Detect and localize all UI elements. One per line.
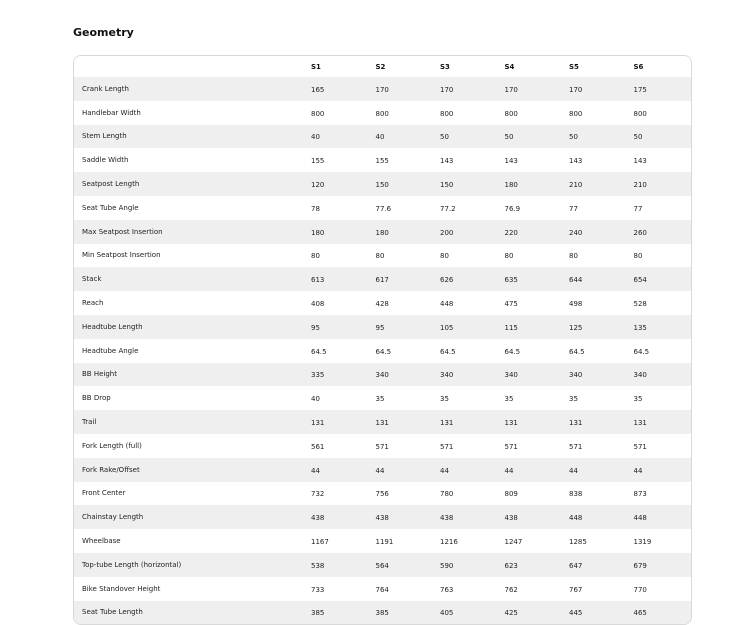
table-cell-s6: 64.5	[627, 339, 692, 363]
table-row	[74, 553, 691, 577]
table-row	[74, 505, 691, 529]
table-row	[74, 172, 691, 196]
table-cell-s1: 78	[304, 196, 369, 220]
table-cell-s3: 131	[433, 410, 498, 434]
table-cell-s6: 528	[627, 291, 692, 315]
table-cell-s1: 733	[304, 577, 369, 601]
table-row	[74, 363, 691, 387]
table-cell-s1: 438	[304, 505, 369, 529]
table-cell-s2: 428	[369, 291, 434, 315]
table-cell-s2: 131	[369, 410, 434, 434]
table-cell-s2: 80	[369, 244, 434, 268]
table-row	[74, 410, 691, 434]
column-header-s6: S6	[627, 56, 692, 77]
table-cell-s5: 838	[562, 482, 627, 506]
table-row	[74, 148, 691, 172]
table-cell-s5: 80	[562, 244, 627, 268]
table-cell-s4: 438	[498, 505, 563, 529]
table-cell-s1: 1167	[304, 529, 369, 553]
table-cell-s1: 44	[304, 458, 369, 482]
table-cell-s6: 135	[627, 315, 692, 339]
table-cell-s3: 626	[433, 267, 498, 291]
table-row	[74, 196, 691, 220]
row-label: Chainstay Length	[74, 505, 304, 529]
table-cell-s5: 1285	[562, 529, 627, 553]
table-cell-s4: 475	[498, 291, 563, 315]
table-cell-s4: 64.5	[498, 339, 563, 363]
table-cell-s2: 77.6	[369, 196, 434, 220]
table-cell-s5: 445	[562, 601, 627, 625]
row-label: Fork Rake/Offset	[74, 458, 304, 482]
table-cell-s2: 155	[369, 148, 434, 172]
table-cell-s4: 809	[498, 482, 563, 506]
row-label: Crank Length	[74, 77, 304, 101]
table-cell-s4: 143	[498, 148, 563, 172]
table-cell-s2: 617	[369, 267, 434, 291]
table-cell-s1: 385	[304, 601, 369, 625]
table-cell-s1: 408	[304, 291, 369, 315]
table-cell-s2: 40	[369, 125, 434, 149]
table-cell-s5: 448	[562, 505, 627, 529]
row-label: Stack	[74, 267, 304, 291]
table-cell-s3: 448	[433, 291, 498, 315]
table-cell-s5: 644	[562, 267, 627, 291]
table-cell-s2: 64.5	[369, 339, 434, 363]
table-cell-s2: 438	[369, 505, 434, 529]
row-label: Wheelbase	[74, 529, 304, 553]
table-cell-s6: 44	[627, 458, 692, 482]
table-cell-s4: 425	[498, 601, 563, 625]
row-label: Seat Tube Angle	[74, 196, 304, 220]
table-cell-s4: 635	[498, 267, 563, 291]
table-cell-s6: 175	[627, 77, 692, 101]
row-label: Trail	[74, 410, 304, 434]
table-cell-s4: 115	[498, 315, 563, 339]
row-label: BB Drop	[74, 386, 304, 410]
table-cell-s2: 95	[369, 315, 434, 339]
table-cell-s2: 340	[369, 363, 434, 387]
row-label: Min Seatpost Insertion	[74, 244, 304, 268]
table-cell-s5: 131	[562, 410, 627, 434]
row-label: Saddle Width	[74, 148, 304, 172]
table-cell-s6: 770	[627, 577, 692, 601]
table-cell-s4: 170	[498, 77, 563, 101]
table-cell-s2: 150	[369, 172, 434, 196]
table-cell-s3: 405	[433, 601, 498, 625]
row-label: Seat Tube Length	[74, 601, 304, 625]
table-cell-s6: 77	[627, 196, 692, 220]
table-cell-s6: 210	[627, 172, 692, 196]
table-cell-s2: 385	[369, 601, 434, 625]
table-cell-s5: 571	[562, 434, 627, 458]
table-cell-s2: 180	[369, 220, 434, 244]
table-row	[74, 291, 691, 315]
table-cell-s5: 64.5	[562, 339, 627, 363]
table-cell-s6: 465	[627, 601, 692, 625]
table-cell-s3: 170	[433, 77, 498, 101]
table-body	[74, 77, 691, 624]
table-cell-s5: 170	[562, 77, 627, 101]
row-label: Headtube Angle	[74, 339, 304, 363]
table-cell-s4: 340	[498, 363, 563, 387]
table-cell-s1: 180	[304, 220, 369, 244]
table-cell-s1: 40	[304, 125, 369, 149]
table-cell-s6: 143	[627, 148, 692, 172]
table-cell-s2: 564	[369, 553, 434, 577]
table-cell-s4: 80	[498, 244, 563, 268]
table-row	[74, 244, 691, 268]
table-cell-s2: 571	[369, 434, 434, 458]
table-row	[74, 101, 691, 125]
table-cell-s3: 35	[433, 386, 498, 410]
table-cell-s5: 498	[562, 291, 627, 315]
table-cell-s5: 125	[562, 315, 627, 339]
table-cell-s2: 764	[369, 577, 434, 601]
column-header-s3: S3	[433, 56, 498, 77]
table-cell-s3: 763	[433, 577, 498, 601]
table-cell-s1: 131	[304, 410, 369, 434]
table-cell-s3: 80	[433, 244, 498, 268]
table-cell-s6: 1319	[627, 529, 692, 553]
table-cell-s4: 44	[498, 458, 563, 482]
table-cell-s5: 50	[562, 125, 627, 149]
table-cell-s4: 623	[498, 553, 563, 577]
table-cell-s5: 340	[562, 363, 627, 387]
table-cell-s5: 143	[562, 148, 627, 172]
row-label: Stem Length	[74, 125, 304, 149]
table-cell-s5: 44	[562, 458, 627, 482]
column-header-s1: S1	[304, 56, 369, 77]
table-row	[74, 577, 691, 601]
table-cell-s6: 448	[627, 505, 692, 529]
table-row	[74, 529, 691, 553]
row-label: BB Height	[74, 363, 304, 387]
table-cell-s6: 679	[627, 553, 692, 577]
geometry-table	[74, 56, 691, 624]
table-cell-s1: 165	[304, 77, 369, 101]
table-cell-s4: 571	[498, 434, 563, 458]
table-cell-s2: 35	[369, 386, 434, 410]
row-label: Reach	[74, 291, 304, 315]
table-cell-s1: 335	[304, 363, 369, 387]
table-cell-s6: 340	[627, 363, 692, 387]
table-cell-s6: 35	[627, 386, 692, 410]
table-cell-s3: 77.2	[433, 196, 498, 220]
table-cell-s3: 571	[433, 434, 498, 458]
table-cell-s3: 150	[433, 172, 498, 196]
table-cell-s1: 95	[304, 315, 369, 339]
table-row	[74, 315, 691, 339]
table-row	[74, 601, 691, 625]
table-cell-s4: 762	[498, 577, 563, 601]
table-cell-s5: 210	[562, 172, 627, 196]
table-cell-s6: 80	[627, 244, 692, 268]
table-cell-s6: 131	[627, 410, 692, 434]
table-cell-s1: 561	[304, 434, 369, 458]
table-cell-s5: 35	[562, 386, 627, 410]
row-label: Fork Length (full)	[74, 434, 304, 458]
table-row	[74, 267, 691, 291]
table-cell-s6: 571	[627, 434, 692, 458]
table-cell-s3: 64.5	[433, 339, 498, 363]
table-cell-s6: 654	[627, 267, 692, 291]
table-row	[74, 434, 691, 458]
table-cell-s6: 800	[627, 101, 692, 125]
table-row	[74, 458, 691, 482]
table-cell-s3: 1216	[433, 529, 498, 553]
table-cell-s6: 260	[627, 220, 692, 244]
row-label: Headtube Length	[74, 315, 304, 339]
table-cell-s1: 80	[304, 244, 369, 268]
row-label: Front Center	[74, 482, 304, 506]
table-cell-s3: 105	[433, 315, 498, 339]
column-header-s2: S2	[369, 56, 434, 77]
table-cell-s3: 200	[433, 220, 498, 244]
table-cell-s3: 780	[433, 482, 498, 506]
table-cell-s5: 767	[562, 577, 627, 601]
row-label: Bike Standover Height	[74, 577, 304, 601]
table-cell-s3: 800	[433, 101, 498, 125]
table-cell-s4: 800	[498, 101, 563, 125]
table-cell-s5: 647	[562, 553, 627, 577]
table-cell-s5: 240	[562, 220, 627, 244]
table-cell-s5: 77	[562, 196, 627, 220]
column-header-label	[74, 56, 304, 77]
table-cell-s4: 220	[498, 220, 563, 244]
table-cell-s4: 35	[498, 386, 563, 410]
table-row	[74, 125, 691, 149]
row-label: Max Seatpost Insertion	[74, 220, 304, 244]
table-cell-s4: 76.9	[498, 196, 563, 220]
table-cell-s2: 170	[369, 77, 434, 101]
column-header-s4: S4	[498, 56, 563, 77]
table-cell-s1: 155	[304, 148, 369, 172]
table-cell-s1: 40	[304, 386, 369, 410]
table-cell-s1: 613	[304, 267, 369, 291]
row-label: Seatpost Length	[74, 172, 304, 196]
table-row	[74, 482, 691, 506]
table-cell-s1: 120	[304, 172, 369, 196]
table-cell-s3: 44	[433, 458, 498, 482]
table-cell-s6: 873	[627, 482, 692, 506]
row-label: Handlebar Width	[74, 101, 304, 125]
table-row	[74, 77, 691, 101]
table-cell-s2: 1191	[369, 529, 434, 553]
table-row	[74, 220, 691, 244]
table-cell-s6: 50	[627, 125, 692, 149]
table-cell-s2: 756	[369, 482, 434, 506]
table-cell-s1: 732	[304, 482, 369, 506]
table-cell-s3: 143	[433, 148, 498, 172]
row-label: Top-tube Length (horizontal)	[74, 553, 304, 577]
table-cell-s3: 50	[433, 125, 498, 149]
table-row	[74, 386, 691, 410]
column-header-s5: S5	[562, 56, 627, 77]
table-cell-s3: 590	[433, 553, 498, 577]
table-header-row	[74, 56, 691, 77]
table-cell-s4: 131	[498, 410, 563, 434]
table-cell-s4: 180	[498, 172, 563, 196]
table-cell-s2: 44	[369, 458, 434, 482]
table-cell-s1: 64.5	[304, 339, 369, 363]
table-cell-s4: 50	[498, 125, 563, 149]
page-title: Geometry	[73, 26, 134, 39]
geometry-table-container	[73, 55, 692, 625]
table-cell-s1: 800	[304, 101, 369, 125]
table-row	[74, 339, 691, 363]
table-cell-s4: 1247	[498, 529, 563, 553]
table-cell-s5: 800	[562, 101, 627, 125]
table-cell-s2: 800	[369, 101, 434, 125]
table-cell-s1: 538	[304, 553, 369, 577]
table-cell-s3: 340	[433, 363, 498, 387]
table-cell-s3: 438	[433, 505, 498, 529]
